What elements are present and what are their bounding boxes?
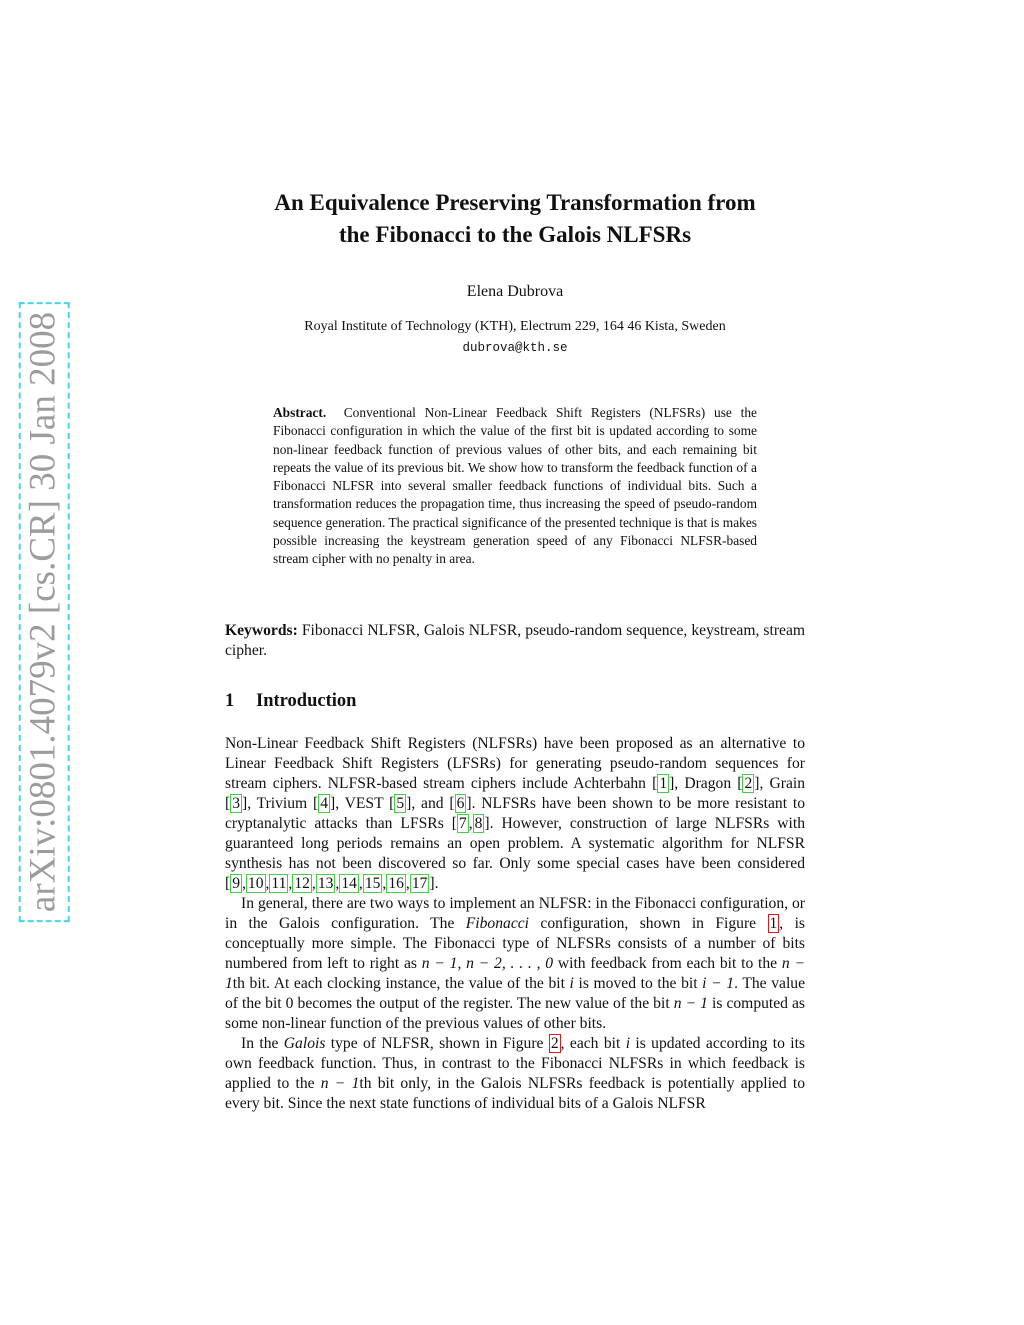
term-fibonacci: Fibonacci — [465, 915, 530, 932]
author-affiliation: Royal Institute of Technology (KTH), Electrum 229, 164 46 Kista, Sweden — [304, 319, 726, 334]
math-expression: n − 1 — [225, 955, 805, 992]
section-heading-introduction — [225, 691, 356, 712]
keywords-label: Keywords: — [225, 622, 298, 639]
citation-link[interactable]: 2 — [744, 775, 753, 792]
paragraph-3: In the Galois type of NLFSR, shown in Figure 2 , each bit i is updated according to its own feedback function. Thus, in contrast to the Fibonacci NLFSRs in which feedback is applied to the n − 1th bit only, in the Galois NLFSRs feedback is potentially applied to every bit. Since the next state functions of individual bits of a Galois NLFSR — [225, 1035, 806, 1112]
math-expression: n − 1 — [673, 995, 708, 1012]
section-number: 1 — [225, 691, 235, 711]
term-galois: Galois — [283, 1035, 326, 1052]
abstract-label: Abstract. — [273, 405, 327, 420]
citation-link[interactable]: 1 — [659, 775, 668, 792]
citation-link[interactable]: 17 — [411, 875, 428, 892]
title-line-1: An Equivalence Preserving Transformation from — [274, 190, 756, 215]
author-name: Elena Dubrova — [466, 283, 564, 300]
citation-link[interactable]: 6 — [456, 795, 465, 812]
citation-link[interactable]: 9 — [232, 875, 240, 892]
figure-reference-link[interactable]: 1 — [769, 915, 778, 932]
math-expression: i − 1 — [702, 975, 735, 992]
citation-link[interactable]: 16 — [388, 875, 404, 892]
introduction-body — [225, 734, 805, 1114]
citation-link[interactable]: 12 — [294, 875, 310, 892]
citation-link[interactable]: 14 — [341, 875, 357, 892]
citation-link[interactable]: 15 — [364, 875, 381, 892]
paragraph-2: In general, there are two ways to implement an NLFSR: in the Fibonacci configuration, or in the Galois configuration. The Fibonacci configuration, shown in Figure 1 , is conceptually more simple. The Fibonacci type of NLFSRs consists of a number of bits numbered from left to right as n − 1, n − 2, . . . , 0 with feedback from each bit to the n − 1th bit. At each clocking instance, the value of the bit i is moved to the bit i − 1. The value of the bit 0 becomes the output of the register. The new value of the bit n − 1 is computed as some non-linear function of the previous values of other bits. — [225, 895, 806, 1032]
citation-link[interactable]: 5 — [396, 795, 405, 812]
math-expression: i — [569, 975, 574, 992]
paper-title — [0, 187, 1024, 251]
abstract-text: Conventional Non-Linear Feedback Shift Registers (NLFSRs) use the Fibonacci configuration in which the value of the first bit is updated according to some non-linear feedback function of previous values of other bits, and each remaining bit repeats the value of its previous bit. We show how to transform the feedback function of a Fibonacci NLFSR into several smaller feedback functions of individual bits. Such a transformation reduces the propagation time, thus increasing the speed of pseudo-random sequence generation. The practical significance of the presented technique is that is makes possible increasing the keystream generation speed of any Fibonacci NLFSR-based stream cipher with no penalty in area. — [273, 405, 757, 567]
citation-link[interactable]: 7 — [458, 815, 467, 832]
arxiv-identifier-stamp: arXiv:0801.4079v2 [cs.CR] 30 Jan 2008 — [19, 302, 70, 922]
keywords-text: Fibonacci NLFSR, Galois NLFSR, pseudo-random sequence, keystream, stream cipher. — [225, 622, 805, 659]
citation-link[interactable]: 13 — [317, 875, 334, 892]
math-expression: i — [625, 1035, 631, 1052]
math-expression: n − 1 — [320, 1075, 360, 1092]
math-expression: n − 1, n − 2, . . . , 0 — [421, 955, 554, 972]
citation-link[interactable]: 3 — [232, 795, 240, 812]
abstract — [273, 404, 757, 569]
citation-link[interactable]: 4 — [320, 795, 328, 812]
title-line-2: the Fibonacci to the Galois NLFSRs — [338, 222, 692, 247]
keywords — [225, 621, 805, 661]
citation-link[interactable]: 10 — [247, 875, 264, 892]
paragraph-1: Non-Linear Feedback Shift Registers (NLFSRs) have been proposed as an alternative to Linear Feedback Shift Registers (LFSRs) for generating pseudo-random sequences for stream ciphers. NLFSR-based stream ciphers include Achterbahn [ 1 ], Dragon [ 2 ], Grain [ 3 ], Trivium [ 4 ], VEST [ 5 ], and [ 6 ]. NLFSRs have been shown to be more resistant to cryptanalytic attacks than LFSRs [ 7 , 8 ]. However, construction of large NLFSRs with guaranteed long periods remains an open problem. A systematic algorithm for NLFSR synthesis has not been discovered so far. Only some special cases have been considered [ 9 , 10 , 11 , 12 , 13 , 14 , 15 , 16 , 17 ]. — [225, 735, 805, 892]
figure-reference-link[interactable]: 2 — [550, 1035, 559, 1052]
citation-link[interactable]: 11 — [271, 875, 287, 892]
section-title: Introduction — [256, 691, 357, 711]
author-email[interactable]: dubrova@kth.se — [462, 341, 568, 355]
citation-link[interactable]: 8 — [474, 815, 483, 832]
